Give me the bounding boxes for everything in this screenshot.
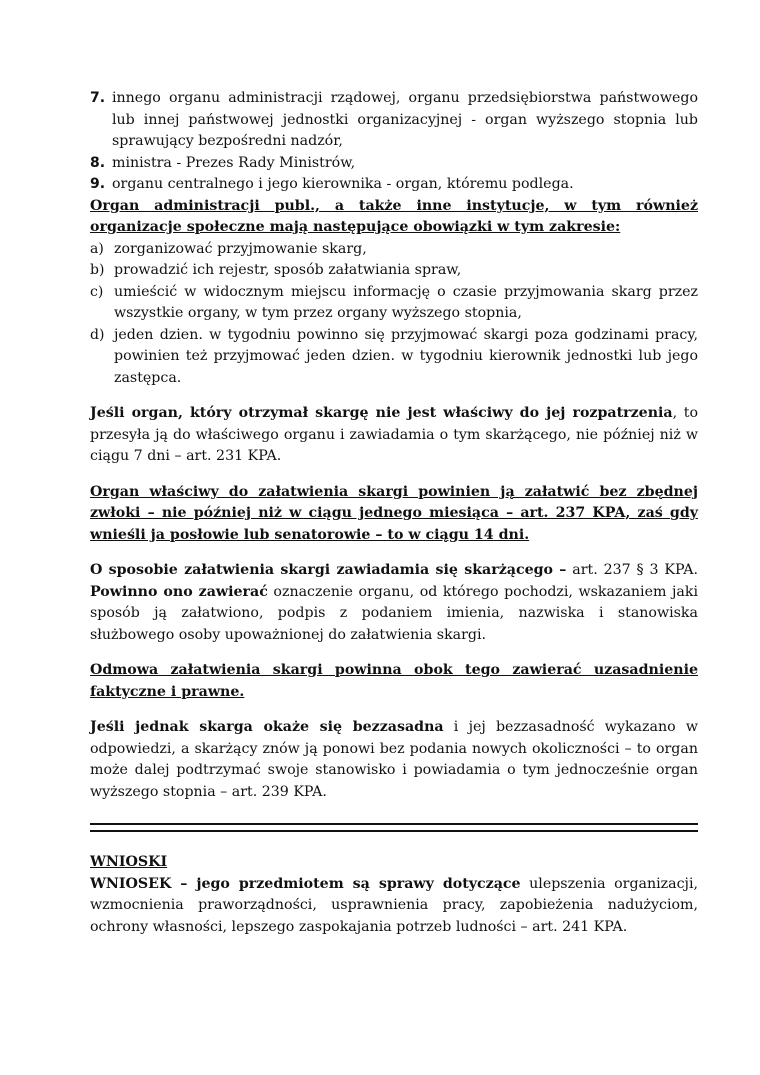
obligations-heading: Organ administracji publ., a także inne instytucje, w tym również organizacje społeczne mają następujące obowiązki w tym zakresie: xyxy=(90,197,698,235)
section-divider xyxy=(90,823,698,832)
list-letter: b) xyxy=(90,262,105,278)
notice-bold-1: O sposobie załatwienia skargi zawiadamia się skarżącego – xyxy=(90,562,567,578)
notice-paragraph xyxy=(90,560,698,646)
list-letter: d) xyxy=(90,326,105,343)
unfounded-paragraph xyxy=(90,717,698,803)
wniosek-paragraph xyxy=(90,874,698,939)
notice-text-2: oznaczenie organu, od którego pochodzi, wskazaniem jaki sposób ją załatwiono, podpis z podaniem imienia, nazwiska i stanowiska służbowego osoby upoważnionej do załatwienia skargi. xyxy=(90,583,698,643)
list-text: jeden dzien. w tygodniu powinno się przyjmować skargi poza godzinami pracy, powinien też przyjmować jeden dzien. w tygodniu kierownik jednostki lub jego zastępca. xyxy=(114,326,698,386)
list-letter: c) xyxy=(90,283,104,300)
list-item xyxy=(90,174,698,196)
list-item xyxy=(90,153,698,175)
list-text: ministra - Prezes Rady Ministrów, xyxy=(112,154,356,171)
list-number: 7. xyxy=(90,90,106,106)
obligations-list xyxy=(90,239,698,390)
list-item xyxy=(90,239,698,261)
list-letter: a) xyxy=(90,240,104,257)
document-page xyxy=(90,88,698,938)
wnioski-heading: WNIOSKI xyxy=(90,854,168,870)
list-text: zorganizować przyjmowanie skarg, xyxy=(114,240,367,257)
unfounded-text: i jej bezzasadność wykazano w odpowiedzi, a skarżący znów ją ponowi bez podania nowych okoliczności – to organ może dalej podtrzymać swoje stanowisko i powiadamia o tym jednocześnie organ wyższego stopnia – art. 239 KPA. xyxy=(90,719,698,800)
notice-text-1: art. 237 § 3 KPA. xyxy=(566,562,698,578)
list-item xyxy=(90,260,698,282)
list-item xyxy=(90,325,698,390)
list-text: umieścić w widocznym miejscu informację o czasie przyjmowania skarg przez wszystkie organy, w tym przez organy wyższego stopnia, xyxy=(114,283,698,321)
list-text: prowadzić ich rejestr, sposób załatwiania spraw, xyxy=(114,262,462,278)
deadline-paragraph: Organ właściwy do załatwienia skargi powinien ją załatwić bez zbędnej zwłoki – nie później niż w ciągu jednego miesiąca – art. 237 KPA, zaś gdy wnieśli ja posłowie lub senatorowie – to w ciągu 14 dni. xyxy=(90,483,698,543)
numbered-list xyxy=(90,88,698,196)
list-item xyxy=(90,88,698,153)
list-number: 9. xyxy=(90,176,106,192)
list-item xyxy=(90,282,698,325)
list-text: innego organu administracji rządowej, organu przedsiębiorstwa państwowego lub innej państwowej jednostki organizacyjnej - organ wyższego stopnia lub sprawujący bezpośredni nadzór, xyxy=(112,90,698,149)
refusal-paragraph: Odmowa załatwienia skargi powinna obok tego zawierać uzasadnienie faktyczne i prawne. xyxy=(90,662,698,700)
unfounded-bold: Jeśli jednak skarga okaże się bezzasadna xyxy=(90,719,444,735)
wniosek-text: ulepszenia organizacji, wzmocnienia praworządności, usprawnienia pracy, zapobieżenia nadużyciom, ochrony własności, lepszego zaspokajania potrzeb ludności – art. 241 KPA. xyxy=(90,875,698,935)
notice-bold-2: Powinno ono zawierać xyxy=(90,583,268,600)
list-text: organu centralnego i jego kierownika - organ, któremu podlega. xyxy=(112,176,574,192)
forward-text: , to przesyła ją do właściwego organu i zawiadamia o tym skarżącego, nie później niż w ciągu 7 dni – art. 231 KPA. xyxy=(90,405,699,464)
wniosek-bold: WNIOSEK – jego przedmiotem są sprawy dotyczące xyxy=(90,875,521,892)
forward-paragraph xyxy=(90,403,698,468)
forward-bold: Jeśli organ, który otrzymał skargę nie jest właściwy do jej rozpatrzenia xyxy=(90,405,673,421)
list-number: 8. xyxy=(90,154,106,171)
